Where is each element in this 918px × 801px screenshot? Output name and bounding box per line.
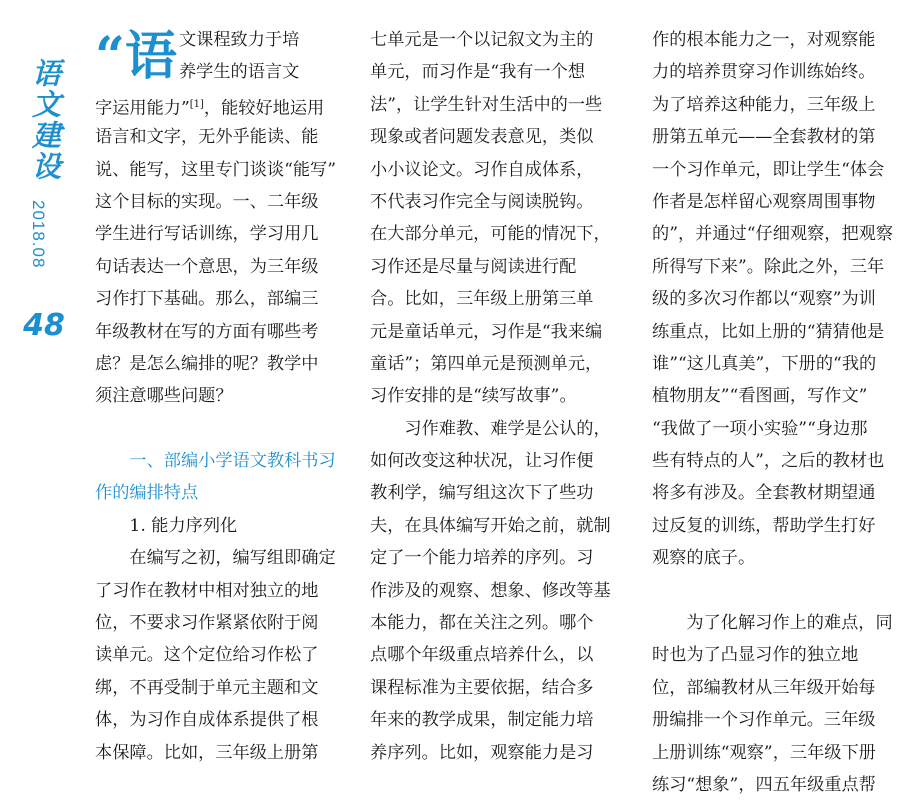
column-1 (95, 24, 340, 769)
text-line: 将多有涉及。全套教材期望通 (652, 483, 876, 504)
text-line: 小小议论文。习作自成体系， (370, 159, 594, 180)
text-line: 童话”；第四单元是预测单元， (370, 353, 603, 374)
text-line: 读单元。这个定位给习作松了 (95, 645, 319, 666)
text-line: 合。比如，三年级上册第三单 (370, 289, 594, 310)
text-line: 句话表达一个意思，为三年级 (95, 256, 319, 277)
text-line: 册第五单元——全套教材的第 (652, 127, 876, 148)
text-line: 习作安排的是“续写故事”。 (370, 386, 577, 407)
text-line: 本保障。比如，三年级上册第 (95, 742, 319, 763)
text-line: 上册训练“观察”，三年级下册 (652, 742, 876, 763)
text-line: “我做了一项小实验”“身边那 (652, 418, 868, 439)
text-line: 虑？是怎么编排的呢？教学中 (95, 353, 319, 374)
text-line: 如何改变这种状况，让习作便 (370, 451, 594, 472)
text-line: 作涉及的观察、想象、修改等基 (370, 580, 611, 601)
text-line: 植物朋友”“看图画，写作文” (652, 386, 868, 407)
text-line: 学生进行写话训练，学习用几 (95, 224, 319, 245)
text-line: 本能力，都在关注之列。哪个 (370, 613, 594, 634)
text-line: 养序列。比如，观察能力是习 (370, 742, 594, 763)
text-line: 时也为了凸显习作的独立地 (652, 645, 859, 666)
subheading: 1. 能力序列化 (129, 515, 238, 536)
text-line: 体，为习作自成体系提供了根 (95, 710, 319, 731)
issue-date: 2018.08 (29, 200, 48, 269)
text-line: 过反复的训练，帮助学生打好 (652, 515, 876, 536)
section-heading: 一、部编小学语文教科书习 (129, 451, 336, 472)
text-line: 观察的底子。 (652, 548, 756, 569)
page-number: 48 (23, 308, 65, 343)
text-line: 为了培养这种能力，三年级上 (652, 94, 876, 115)
text-line: 册编排一个习作单元。三年级 (652, 710, 876, 731)
text-line: 位，部编教材从三年级开始每 (652, 677, 876, 698)
text-line: 养学生的语言文 (178, 62, 300, 83)
text-line: 法”，让学生针对生活中的一些 (370, 94, 603, 115)
text-line: 绑，不再受制于单元主题和文 (95, 677, 319, 698)
text-line: 作者是怎样留心观察周围事物 (652, 191, 876, 212)
footnote-ref: [1] (189, 98, 204, 110)
text-line: 课程标准为主要依据，结合多 (370, 677, 594, 698)
text-line: 为了化解习作上的难点，同 (652, 613, 893, 634)
text-line: 元是童话单元，习作是“我来编 (370, 321, 603, 342)
text-line (652, 575, 899, 607)
text-line: 所得写下来”。除此之外，三年 (652, 256, 885, 277)
text-line: 级的多次习作都以“观察”为训 (652, 289, 876, 310)
column-3 (652, 24, 899, 801)
text-line: 单元，而习作是“我有一个想 (370, 62, 586, 83)
text-line: 年来的教学成果，制定能力培 (370, 710, 594, 731)
text-line: 位，不要求习作紧紧依附于阅 (95, 613, 319, 634)
dropcap-block (95, 24, 340, 89)
column-2 (370, 24, 617, 769)
text-line: 习作打下基础。那么，部编三 (95, 289, 319, 310)
text-line: 须注意哪些问题？ (95, 386, 233, 407)
text-line: 这个目标的实现。一、二年级 (95, 191, 319, 212)
text-line: 语言和文字，无外乎能读、能 (95, 127, 319, 148)
text-line: 点哪个年级重点培养什么，以 (370, 645, 594, 666)
page-sidebar (0, 0, 82, 773)
text-line: 七单元是一个以记叙文为主的 (370, 30, 594, 50)
dropcap: “语 (95, 26, 177, 87)
text-line: 的”，并通过“仔细观察，把观察 (652, 224, 894, 245)
text-line: 不代表习作完全与阅读脱钩。 (370, 191, 594, 212)
text-line: 习作难教、难学是公认的， (370, 418, 611, 439)
text-line: 夫，在具体编写开始之前，就制 (370, 515, 611, 536)
journal-brand: 语文建设 (28, 58, 62, 182)
text-line: 了习作在教材中相对独立的地 (95, 580, 319, 601)
text-line: 在编写之初，编写组即确定 (129, 548, 336, 569)
text-line: 说、能写，这里专门谈谈“能写” (95, 159, 337, 180)
text-line: 谁”“这儿真美”，下册的“我的 (652, 353, 877, 374)
text-line: 一个习作单元，即让学生“体会 (652, 159, 885, 180)
text-line: 字运用能力”[1]，能较好地运用 (95, 98, 325, 119)
text-line: 练重点，比如上册的“猜猜他是 (652, 321, 885, 342)
section-heading: 作的编排特点 (95, 483, 199, 504)
text-line: 教利学，编写组这次下了些功 (370, 483, 594, 504)
text-line: 在大部分单元，可能的情况下， (370, 224, 611, 245)
text-line: 现象或者问题发表意见，类似 (370, 127, 594, 148)
text-line: 力的培养贯穿习作训练始终。 (652, 62, 876, 83)
text-line: 作的根本能力之一，对观察能 (652, 30, 876, 50)
text-line: 年级教材在写的方面有哪些考 (95, 321, 319, 342)
text-line: 定了一个能力培养的序列。习 (370, 548, 594, 569)
text-line: 习作还是尽量与阅读进行配 (370, 256, 577, 277)
text-line: 练习“想象”，四五年级重点帮 (652, 774, 876, 795)
text-line: 些有特点的人”，之后的教材也 (652, 451, 885, 472)
text-line: 文课程致力于培 (178, 30, 300, 50)
